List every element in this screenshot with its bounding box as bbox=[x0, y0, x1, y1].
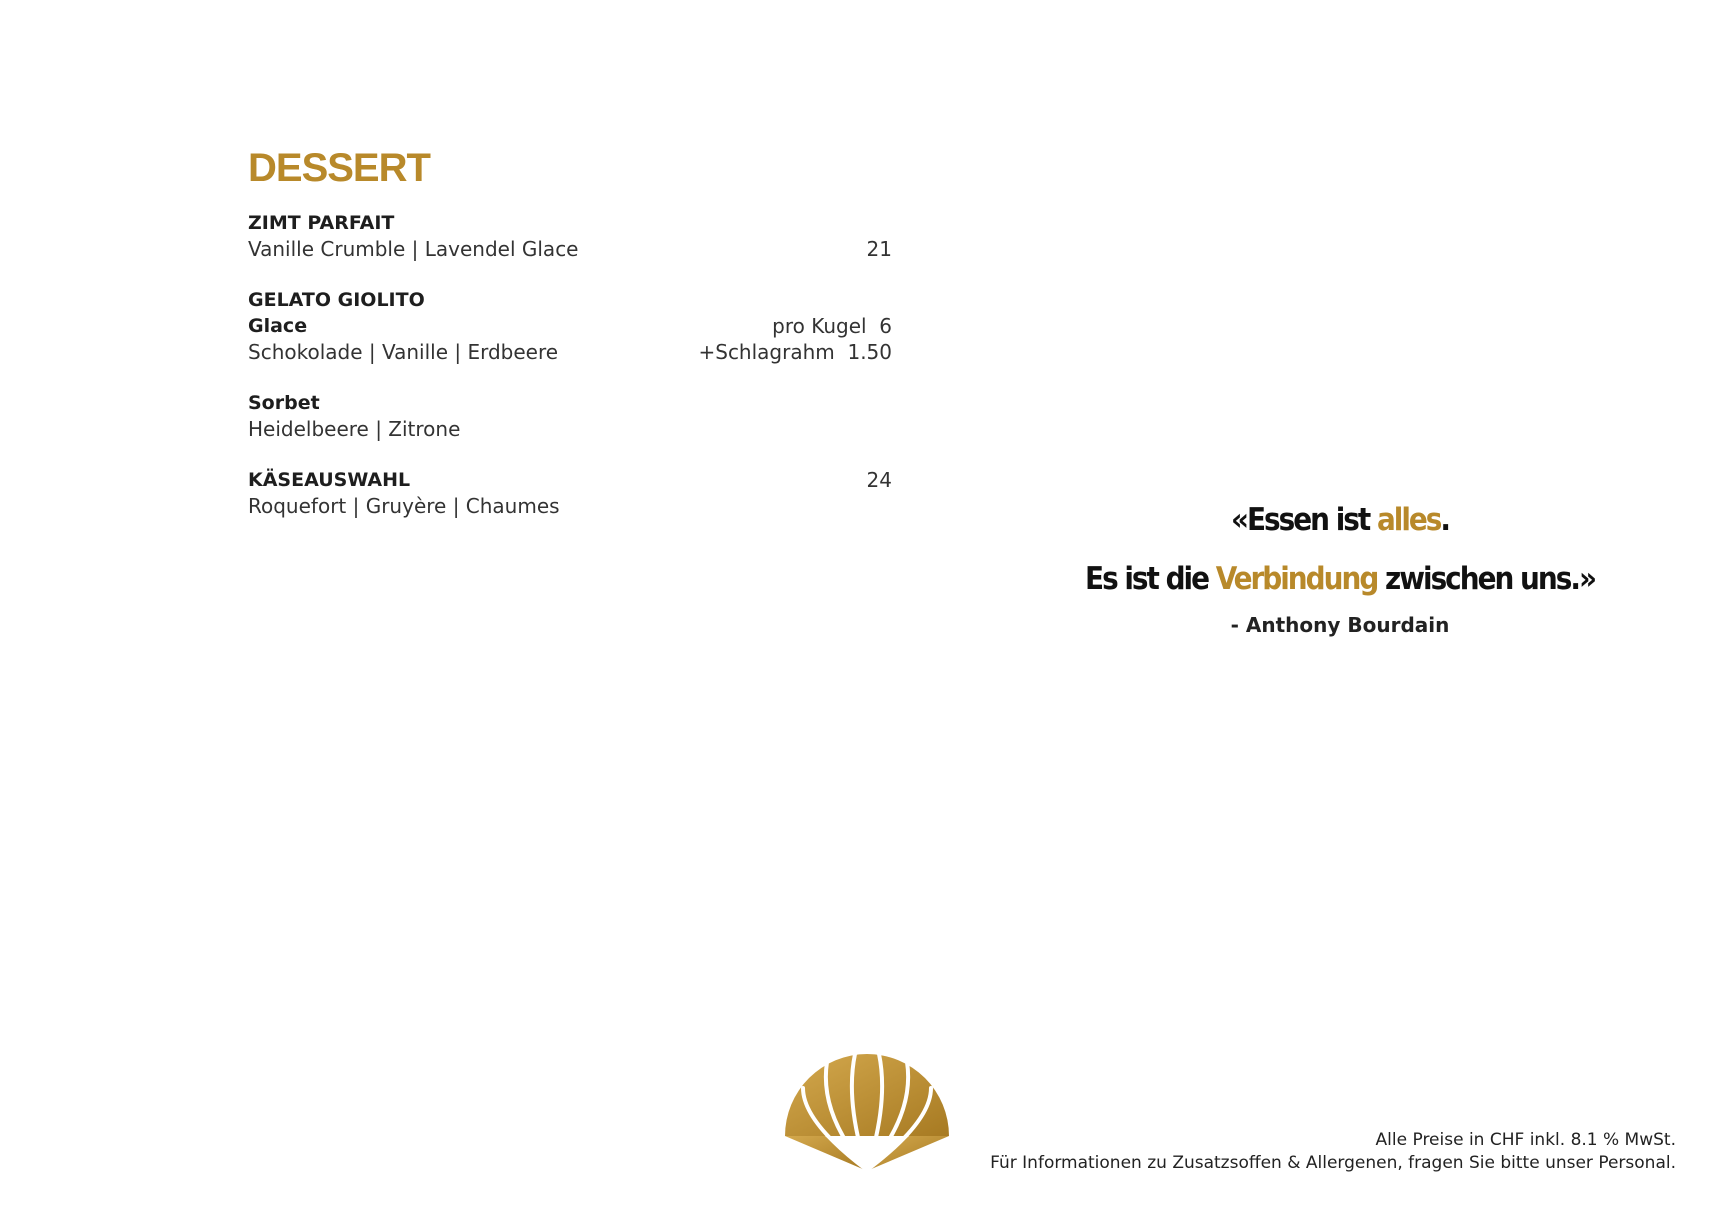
item-description: Vanille Crumble | Lavendel Glace bbox=[248, 237, 579, 261]
menu-item-sorbet bbox=[248, 390, 892, 442]
menu-item-zimt-parfait bbox=[248, 210, 892, 262]
footer-price-note: Alle Preise in CHF inkl. 8.1 % MwSt. bbox=[1375, 1130, 1676, 1150]
item-description-price: +Schlagrahm 1.50 bbox=[698, 340, 892, 364]
footer-allergen-note: Für Informationen zu Zusatzsoffen & Allergenen, fragen Sie bitte unser Personal. bbox=[990, 1153, 1676, 1173]
item-price: 21 bbox=[866, 237, 892, 261]
quote-text: zwischen uns.» bbox=[1377, 561, 1595, 597]
menu-item-gelato-giolito bbox=[248, 287, 892, 365]
quote-text: «Essen ist bbox=[1230, 502, 1377, 538]
quote-line-2 bbox=[1050, 561, 1630, 597]
dessert-menu bbox=[248, 148, 892, 544]
quote-line-1 bbox=[1050, 502, 1630, 538]
item-description: Schokolade | Vanille | Erdbeere bbox=[248, 340, 559, 364]
quote-highlight: alles bbox=[1376, 502, 1441, 538]
quote-block bbox=[1050, 502, 1630, 637]
item-description: Heidelbeere | Zitrone bbox=[248, 417, 461, 441]
quote-highlight: Verbindung bbox=[1215, 561, 1378, 597]
shell-fan-logo-icon bbox=[785, 1052, 950, 1172]
footer-notes bbox=[990, 1129, 1676, 1175]
item-name: GELATO GIOLITO bbox=[248, 289, 425, 311]
item-subname: Glace bbox=[248, 315, 308, 337]
item-name: Sorbet bbox=[248, 392, 320, 414]
quote-author: - Anthony Bourdain bbox=[1230, 613, 1450, 637]
menu-item-kaeseauswahl bbox=[248, 467, 892, 519]
section-title: DESSERT bbox=[248, 146, 430, 190]
item-name: KÄSEAUSWAHL bbox=[248, 469, 411, 491]
quote-text: . bbox=[1440, 502, 1450, 538]
item-price: 24 bbox=[866, 468, 892, 492]
item-subname-price: pro Kugel 6 bbox=[772, 314, 892, 338]
quote-text: Es ist die bbox=[1085, 561, 1216, 597]
item-name: ZIMT PARFAIT bbox=[248, 212, 395, 234]
item-description: Roquefort | Gruyère | Chaumes bbox=[248, 494, 560, 518]
